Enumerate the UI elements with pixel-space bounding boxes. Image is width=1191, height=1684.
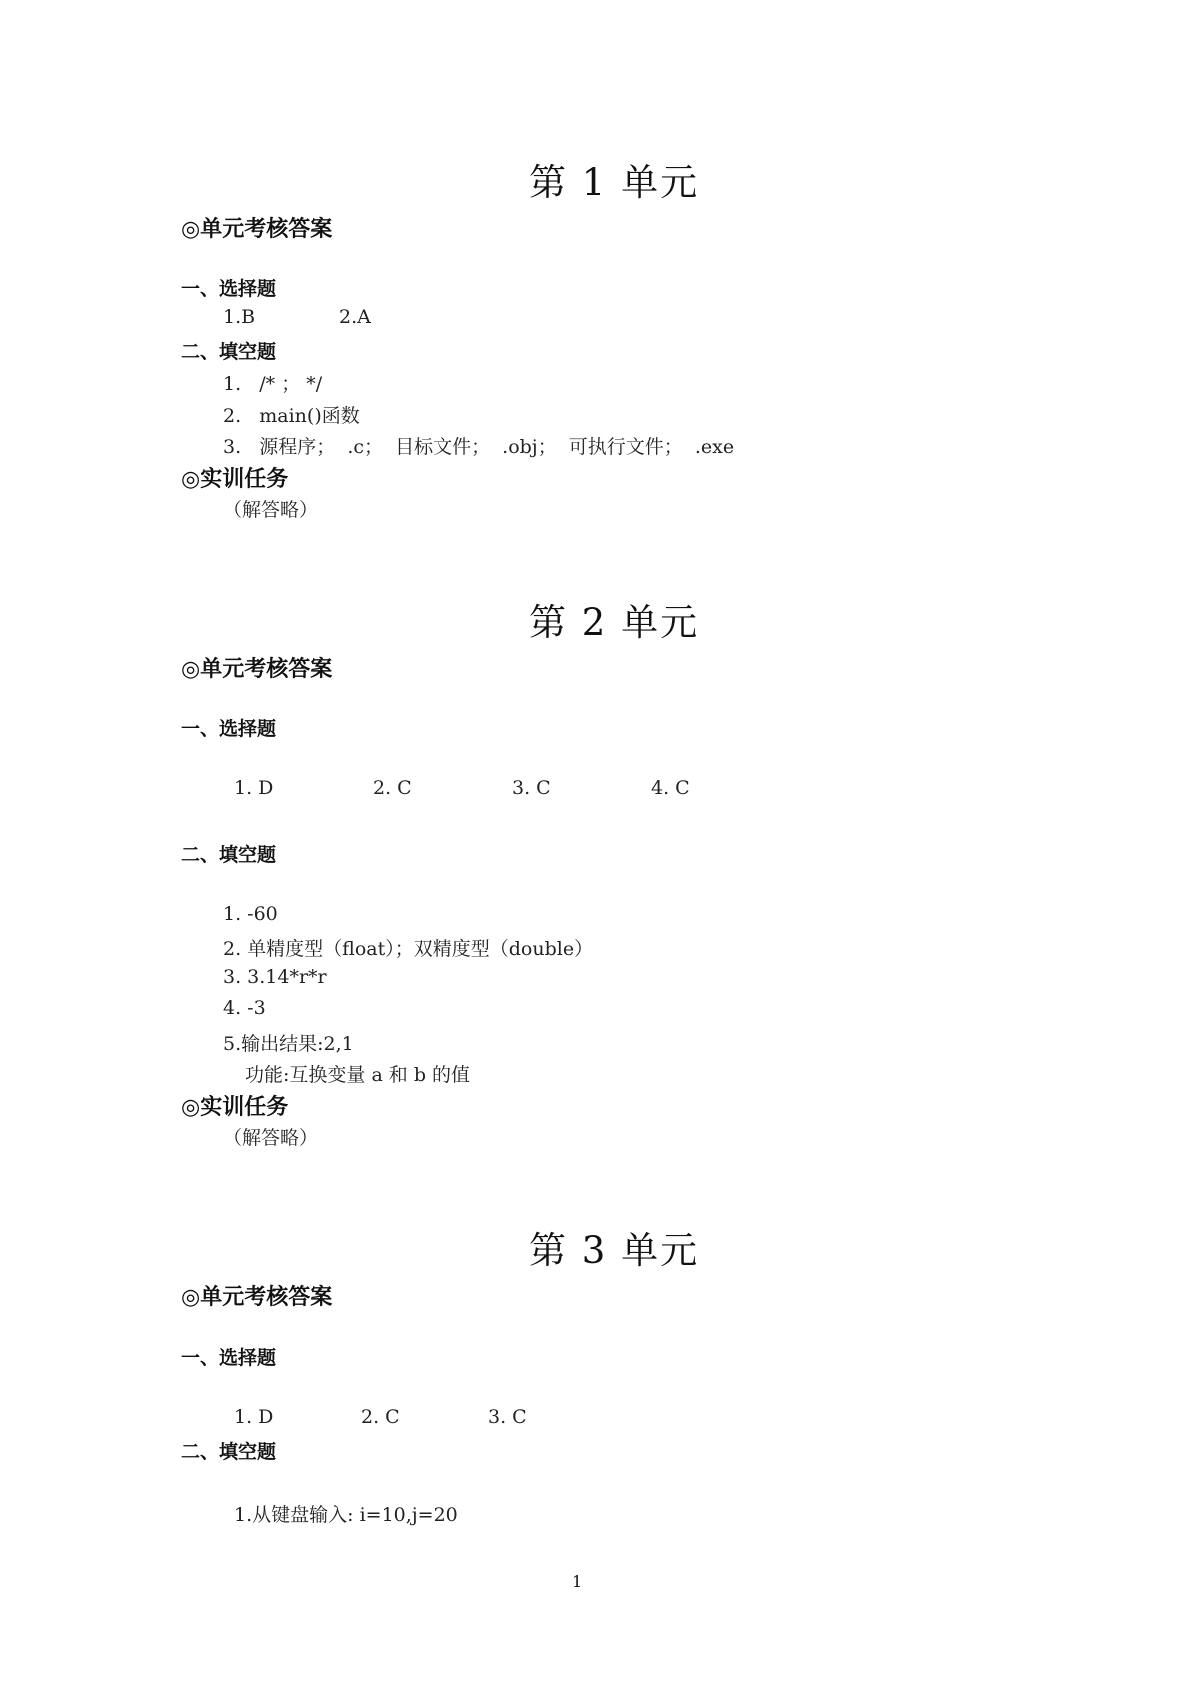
unit-2-fill-heading: 二、填空题: [181, 844, 277, 866]
unit-2-fill-answer-4: 4. -3: [223, 997, 266, 1019]
unit-2-choice-answer-1: 1. D: [234, 777, 274, 799]
page-number: 1: [572, 1572, 583, 1591]
unit-3-choice-answer-1: 1. D: [234, 1406, 274, 1428]
unit-3-fill-heading: 二、填空题: [181, 1441, 277, 1463]
unit-1-fill-answer-2: 2. main()函数: [223, 405, 360, 427]
unit-1-task-note: （解答略）: [223, 499, 319, 521]
unit-2-fill-answer-3: 3. 3.14*r*r: [223, 966, 327, 988]
unit-2-choice-answer-2: 2. C: [373, 777, 412, 799]
unit-3-choice-answer-3: 3. C: [488, 1406, 527, 1428]
unit-1-title: 第 1 单元: [529, 161, 700, 204]
unit-1-fill-heading: 二、填空题: [181, 341, 277, 363]
unit-2-title: 第 2 单元: [529, 601, 700, 644]
unit-1-choice-heading: 一、选择题: [181, 278, 277, 300]
unit-2-choice-answer-4: 4. C: [651, 777, 690, 799]
unit-3-exam-heading: ◎单元考核答案: [181, 1285, 333, 1310]
unit-2-task-heading: ◎实训任务: [181, 1095, 289, 1120]
unit-3-choice-answer-2: 2. C: [361, 1406, 400, 1428]
unit-1-exam-heading: ◎单元考核答案: [181, 217, 333, 242]
unit-2-fill-answer-1: 1. -60: [223, 903, 278, 925]
unit-2-fill-answer-5-function: 功能:互换变量 a 和 b 的值: [245, 1064, 471, 1086]
unit-2-choice-heading: 一、选择题: [181, 718, 277, 740]
unit-1-choice-answer-2: 2.A: [339, 306, 371, 328]
unit-3-title: 第 3 单元: [529, 1229, 700, 1272]
unit-3-fill-answer-1: 1.从键盘输入: i=10,j=20: [234, 1504, 458, 1526]
unit-2-fill-answer-2: 2. 单精度型（float）；双精度型（double）: [223, 938, 594, 960]
unit-2-task-note: （解答略）: [223, 1127, 319, 1149]
unit-2-fill-answer-5: 5.输出结果:2,1: [223, 1033, 354, 1055]
unit-1-choice-answer-1: 1.B: [223, 306, 256, 328]
unit-1-task-heading: ◎实训任务: [181, 467, 289, 492]
unit-1-fill-answer-3: 3. 源程序； .c； 目标文件； .obj； 可执行文件； .exe: [223, 436, 735, 458]
unit-3-choice-heading: 一、选择题: [181, 1347, 277, 1369]
unit-1-fill-answer-1: 1. /* ； */: [223, 373, 323, 395]
unit-2-choice-answer-3: 3. C: [512, 777, 551, 799]
unit-2-exam-heading: ◎单元考核答案: [181, 657, 333, 682]
